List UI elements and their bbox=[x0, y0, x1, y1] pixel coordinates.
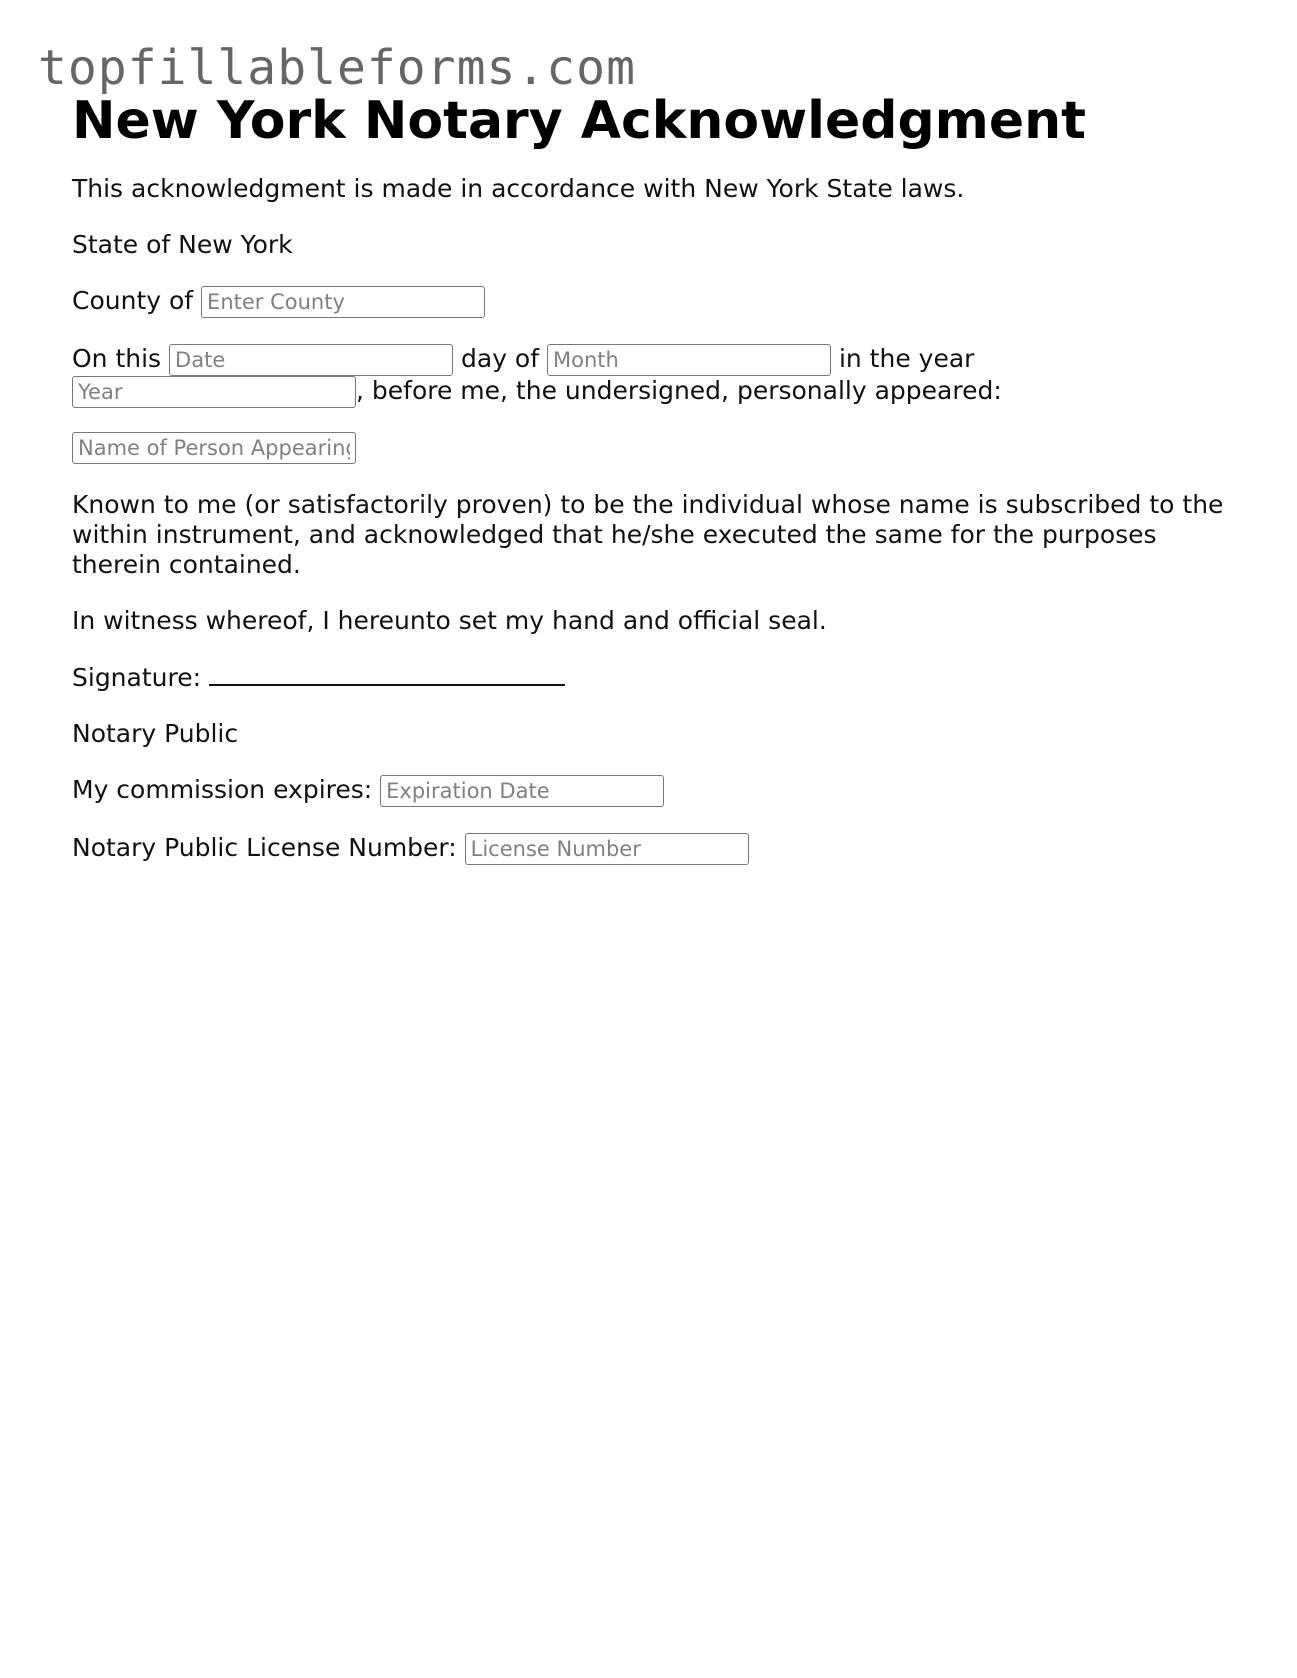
date-row bbox=[72, 344, 1232, 408]
year-input[interactable] bbox=[72, 376, 356, 408]
county-label: County of bbox=[72, 286, 194, 315]
month-input[interactable] bbox=[547, 344, 831, 376]
date-input[interactable] bbox=[169, 344, 453, 376]
in-the-year-label: in the year bbox=[838, 344, 975, 373]
form-page bbox=[72, 88, 1232, 865]
watermark: topfillableforms.com bbox=[38, 40, 636, 96]
known-paragraph: Known to me (or satisfactorily proven) to be the individual whose name is subscribed to the within instrument, and acknowledged that he/she executed the same for the purposes therein contained. bbox=[72, 490, 1224, 579]
commission-expiration-input[interactable] bbox=[380, 775, 664, 807]
commission-row bbox=[72, 775, 1232, 807]
county-input[interactable] bbox=[201, 286, 485, 318]
license-label: Notary Public License Number: bbox=[72, 833, 457, 862]
page-title: New York Notary Acknowledgment bbox=[72, 91, 1086, 151]
witness-text: In witness whereof, I hereunto set my hand and official seal. bbox=[72, 606, 827, 635]
person-row bbox=[72, 432, 1232, 464]
on-this-label: On this bbox=[72, 344, 162, 373]
signature-line bbox=[209, 662, 565, 686]
notary-public-label: Notary Public bbox=[72, 719, 239, 748]
signature-row bbox=[72, 662, 1232, 693]
day-of-label: day of bbox=[461, 344, 540, 373]
person-name-input[interactable] bbox=[72, 432, 356, 464]
signature-label: Signature: bbox=[72, 663, 202, 692]
commission-label: My commission expires: bbox=[72, 775, 373, 804]
state-line: State of New York bbox=[72, 230, 293, 259]
intro-text: This acknowledgment is made in accordance with New York State laws. bbox=[72, 174, 965, 203]
before-me-text: , before me, the undersigned, personally appeared: bbox=[356, 376, 1002, 405]
license-row bbox=[72, 833, 1232, 865]
license-number-input[interactable] bbox=[465, 833, 749, 865]
county-row bbox=[72, 286, 1232, 318]
